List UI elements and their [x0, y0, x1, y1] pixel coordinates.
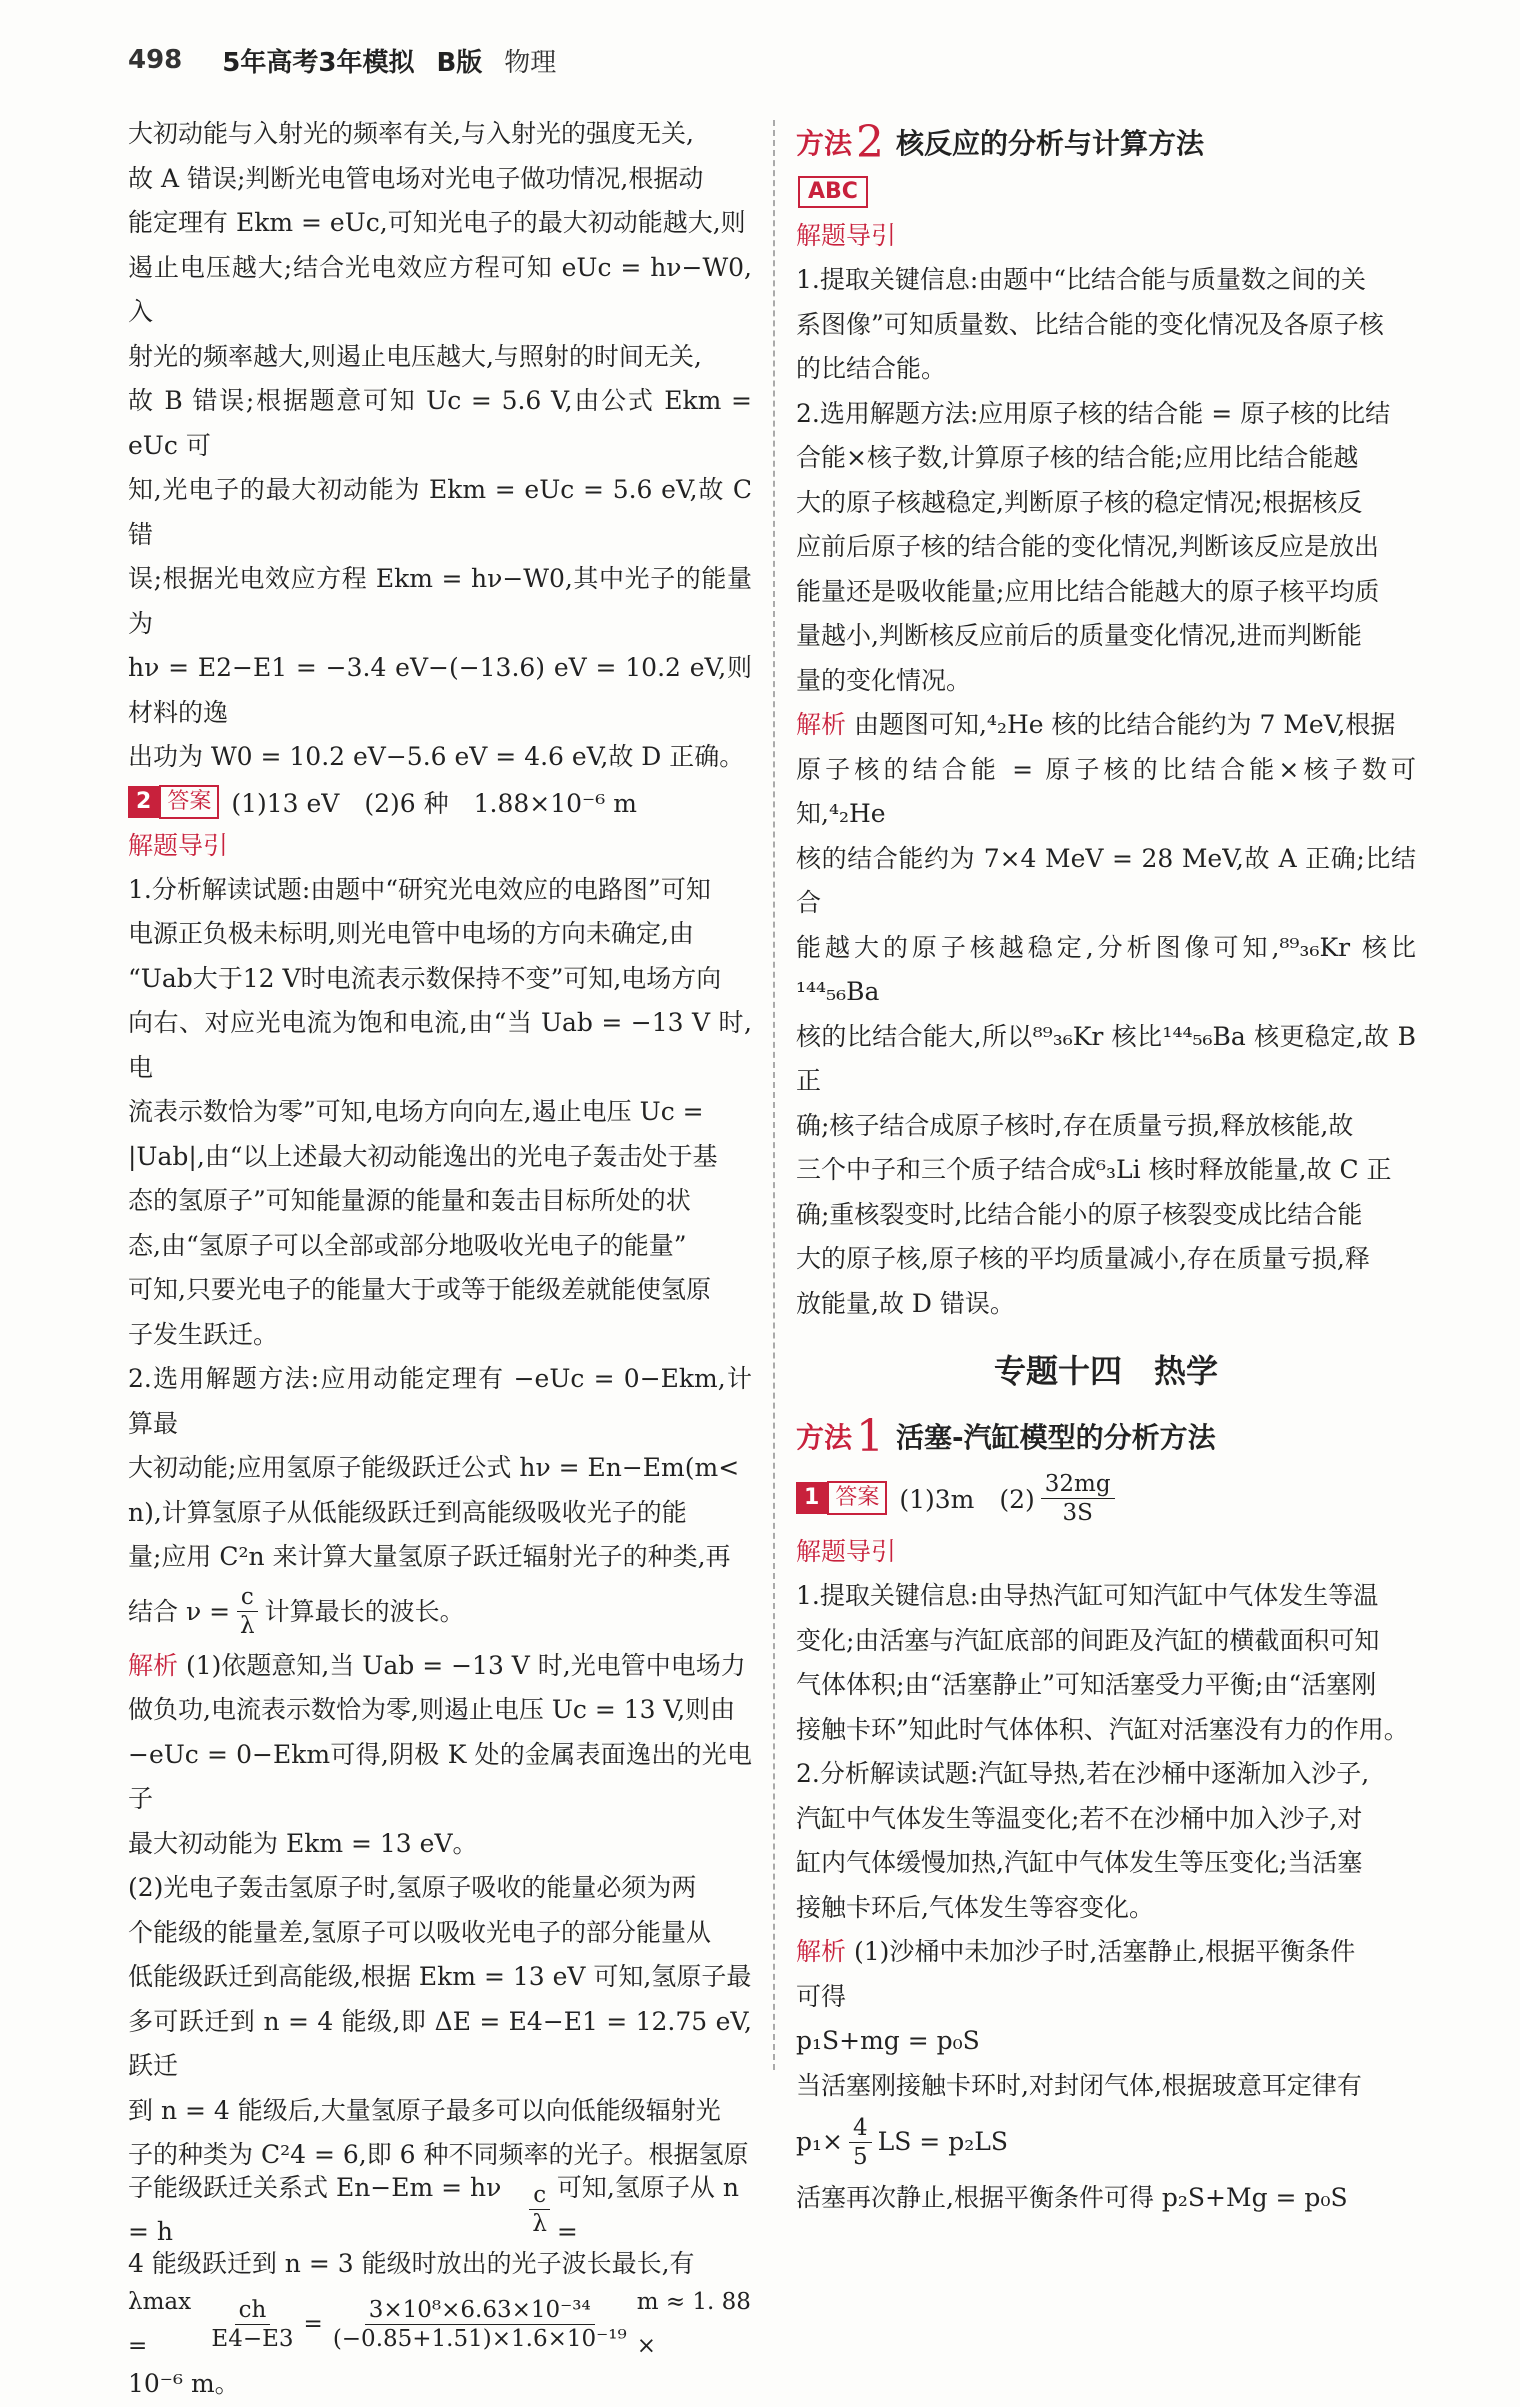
- text-line: 可得: [796, 1981, 847, 2011]
- left-guide1: [128, 868, 752, 1358]
- equation-line: p₁S+mg = p₀S: [796, 2026, 980, 2055]
- fraction-numerator: 32mg: [1041, 1470, 1115, 1499]
- text-line: 到 n = 4 能级后,大量氢原子最多可以向低能级辐射光: [128, 2095, 721, 2125]
- text-line: 能越大的原子核越稳定,分析图像可知,⁸⁹₃₆Kr 核比¹⁴⁴₅₆Ba: [796, 932, 1416, 1006]
- fraction-denominator: E4−E3: [211, 2325, 294, 2352]
- text-line: 多可跃迁到 n = 4 能级,即 ΔE = E4−E1 = 12.75 eV,跃迁: [128, 2006, 752, 2080]
- text-line: [796, 1930, 1416, 1975]
- formula-line: [796, 2108, 1416, 2176]
- text-line: 低能级跃迁到高能级,根据 Ekm = 13 eV 可知,氢原子最: [128, 1962, 752, 1991]
- answer-row-1: [796, 1466, 1416, 1530]
- method-number: 2: [856, 116, 885, 168]
- text-line: 变化;由活塞与汽缸底部的间距及汽缸的横截面积可知: [796, 1625, 1380, 1655]
- left-guide2: [128, 1357, 752, 1644]
- text-line: 合能×核子数,计算原子核的结合能;应用比结合能越: [796, 443, 1359, 472]
- text-line: 的比结合能。: [796, 354, 947, 383]
- fraction: [207, 2296, 297, 2353]
- text-line: 核的结合能约为 7×4 MeV = 28 MeV,故 A 正确;比结合: [796, 843, 1416, 917]
- guide-heading: 解题导引: [796, 221, 897, 250]
- text-span: (1)沙桶中未加沙子时,活塞静止,根据平衡条件: [853, 1937, 1356, 1966]
- text-line: 流表示数恰为零”可知,电场方向向左,遏止电压 Uc =: [128, 1097, 704, 1126]
- guide-heading: 解题导引: [796, 1537, 897, 1566]
- fraction-numerator: c: [237, 1583, 258, 1612]
- text-line: 能定理有 Ekm = eUc,可知光电子的最大初动能越大,则: [128, 208, 746, 237]
- method-number: 1: [856, 1410, 885, 1462]
- page-number: 498: [128, 45, 183, 75]
- text-line: n),计算氢原子从低能级跃迁到高能级吸收光子的能: [128, 1497, 687, 1527]
- text-line: (2)光电子轰击氢原子时,氢原子吸收的能量必须为两: [128, 1873, 697, 1902]
- text-line: |Uab|,由“以上述最大初动能逸出的光电子轰击处于基: [128, 1141, 718, 1171]
- text-line: 4 能级跃迁到 n = 3 能级时放出的光子波长最长,有: [128, 2248, 695, 2278]
- page-header: [128, 40, 556, 80]
- answer-number-badge: 1: [796, 1482, 827, 1514]
- text-line: “Uab大于12 V时电流表示数保持不变”可知,电场方向: [128, 963, 722, 993]
- text-line: 能量还是吸收能量;应用比结合能越大的原子核平均质: [796, 576, 1380, 606]
- text-line: 量的变化情况。: [796, 665, 972, 695]
- text-line: 量;应用 C²n 来计算大量氢原子跃迁辐射光子的种类,再: [128, 1542, 731, 1571]
- fraction: [236, 1583, 259, 1640]
- text-line: 可知,只要光电子的能量大于或等于能级差就能使氢原: [128, 1275, 711, 1304]
- fraction-denominator: λ: [240, 1613, 255, 1639]
- method-heading-2: [796, 112, 1416, 172]
- text-line: [796, 703, 1416, 748]
- text-line: 汽缸中气体发生等温变化;若不在沙桶中加入沙子,对: [796, 1803, 1363, 1833]
- fraction-numerator: c: [529, 2181, 550, 2210]
- text-line: 核的比结合能大,所以⁸⁹₃₆Kr 核比¹⁴⁴₅₆Ba 核更稳定,故 B 正: [796, 1021, 1416, 1095]
- text-line: 确;核子结合成原子核时,存在质量亏损,释放核能,故: [796, 1110, 1354, 1140]
- method-word: 方法: [796, 1421, 853, 1454]
- right-guide4: [796, 1752, 1416, 1930]
- fraction-numerator: 4: [849, 2114, 872, 2143]
- text-line: 大的原子核越稳定,判断原子核的稳定情况;根据核反: [796, 487, 1363, 517]
- text-line: 2.选用解题方法:应用动能定理有 −eUc = 0−Ekm,计算最: [128, 1364, 752, 1438]
- formula-pre: p₁×: [796, 2127, 843, 2156]
- text-line: 个能级的能量差,氢原子可以吸收光电子的部分能量从: [128, 1917, 711, 1947]
- text-line: 大初动能;应用氢原子能级跃迁公式 hν = En−Em(m<: [128, 1453, 740, 1482]
- fraction-denominator: 3S: [1062, 1499, 1093, 1526]
- text-line: hν = E2−E1 = −3.4 eV−(−13.6) eV = 10.2 eV,则材料的逸: [128, 653, 752, 727]
- text-line: 最大初动能为 Ekm = 13 eV。: [128, 1828, 478, 1858]
- text-line: 子的种类为 C²4 = 6,即 6 种不同频率的光子。根据氢原: [128, 2140, 749, 2169]
- text-line: [128, 1644, 752, 1689]
- fraction: [329, 2296, 631, 2353]
- guide-heading: 解题导引: [128, 830, 229, 860]
- left-analysis2: [128, 1866, 752, 2407]
- text-line: 做负功,电流表示数恰为零,则遏止电压 Uc = 13 V,则由: [128, 1695, 736, 1724]
- text-line: 电源正负极未标明,则光电管中电场的方向未确定,由: [128, 919, 694, 948]
- book-version: B版: [436, 47, 483, 78]
- formula-post: 计算最长的波长。: [264, 1596, 465, 1626]
- answer-choices-badge: ABC: [798, 176, 868, 208]
- method-title: 核反应的分析与计算方法: [896, 127, 1205, 160]
- formula-line: [128, 2172, 752, 2246]
- fraction: [849, 2114, 872, 2171]
- answer-text: (1)3m (2): [899, 1485, 1035, 1514]
- fraction-numerator: 3×10⁸×6.63×10⁻³⁴: [365, 2296, 595, 2325]
- text-line: 确;重核裂变时,比结合能小的原子核裂变成比结合能: [796, 1199, 1363, 1229]
- text-line: 2.分析解读试题:汽缸导热,若在沙桶中逐渐加入沙子,: [796, 1759, 1370, 1788]
- answer-row-2: [128, 780, 752, 824]
- formula-pre: λmax =: [128, 2289, 192, 2359]
- method-heading-1: [796, 1406, 1416, 1466]
- text-span: (1)依题意知,当 Uab = −13 V 时,光电管中电场力: [185, 1650, 746, 1680]
- right-analysis2: [796, 1930, 1416, 2221]
- formula-pre: 结合 ν =: [128, 1596, 231, 1626]
- text-line: 出功为 W0 = 10.2 eV−5.6 eV = 4.6 eV,故 D 正确。: [128, 742, 745, 771]
- formula-post: 可知,氢原子从 n =: [556, 2172, 739, 2246]
- text-line: 应前后原子核的结合能的变化情况,判断该反应是放出: [796, 532, 1379, 561]
- text-line: 故 B 错误;根据题意可知 Uc = 5.6 V,由公式 Ekm = eUc 可: [128, 386, 752, 460]
- text-line: 向右、对应光电流为饱和电流,由“当 Uab = −13 V 时,电: [128, 1008, 752, 1082]
- text-line: 活塞再次静止,根据平衡条件可得 p₂S+Mg = p₀S: [796, 2183, 1348, 2212]
- analysis-label: 解析: [796, 1937, 847, 1966]
- text-line: 10⁻⁶ m。: [128, 2369, 240, 2398]
- text-line: 子发生跃迁。: [128, 1319, 279, 1349]
- fraction-denominator: 5: [852, 2143, 868, 2170]
- answer-text: (1)13 eV (2)6 种 1.88×10⁻⁶ m: [231, 788, 637, 818]
- left-para1: [128, 112, 752, 780]
- right-guide3: [796, 1574, 1416, 1752]
- right-analysis: [796, 703, 1416, 1326]
- answer-label: 答案: [159, 785, 219, 819]
- left-analysis1: [128, 1644, 752, 1867]
- answer-number-badge: 2: [128, 786, 159, 818]
- formula-pre: 子能级跃迁关系式 En−Em = hν = h: [128, 2172, 502, 2246]
- fraction: [528, 2181, 551, 2238]
- lambda-formula: [128, 2286, 752, 2362]
- answer-label: 答案: [827, 1481, 887, 1515]
- fraction: [1041, 1470, 1115, 1527]
- analysis-label: 解析: [796, 710, 847, 739]
- column-divider: [773, 120, 775, 2070]
- text-line: 1.分析解读试题:由题中“研究光电效应的电路图”可知: [128, 874, 711, 904]
- text-line: 大的原子核,原子核的平均质量减小,存在质量亏损,释: [796, 1244, 1370, 1273]
- right-column: [796, 112, 1416, 2221]
- text-line: 大初动能与入射光的频率有关,与入射光的强度无关,: [128, 119, 694, 148]
- text-line: 气体体积;由“活塞静止”可知活塞受力平衡;由“活塞刚: [796, 1670, 1377, 1699]
- text-line: 1.提取关键信息:由题中“比结合能与质量数之间的关: [796, 265, 1367, 294]
- text-line: 故 A 错误;判断光电管电场对光电子做功情况,根据动: [128, 163, 704, 193]
- text-line: 原子核的结合能 = 原子核的比结合能×核子数可知,⁴₂He: [796, 754, 1416, 828]
- book-subject: 物理: [504, 47, 557, 78]
- text-line: 放能量,故 D 错误。: [796, 1288, 1015, 1318]
- method-word: 方法: [796, 127, 853, 160]
- text-line: 态的氢原子”可知能量源的能量和轰击目标所处的状: [128, 1186, 691, 1215]
- text-line: 知,光电子的最大初动能为 Ekm = eUc = 5.6 eV,故 C 错: [128, 475, 752, 549]
- text-line: 2.选用解题方法:应用原子核的结合能 = 原子核的比结: [796, 398, 1391, 428]
- formula-line: [128, 1580, 752, 1644]
- text-line: −eUc = 0−Ekm可得,阴极 K 处的金属表面逸出的光电子: [128, 1739, 752, 1813]
- text-line: 1.提取关键信息:由导热汽缸可知汽缸中气体发生等温: [796, 1581, 1379, 1610]
- formula-post: m ≈ 1. 88 ×: [636, 2289, 751, 2359]
- topic-title: 专题十四 热学: [993, 1352, 1218, 1390]
- text-line: 误;根据光电效应方程 Ekm = hν−W0,其中光子的能量为: [128, 564, 752, 638]
- text-line: 三个中子和三个质子结合成⁶₃Li 核时释放能量,故 C 正: [796, 1155, 1392, 1184]
- text-line: 系图像”可知质量数、比结合能的变化情况及各原子核: [796, 309, 1384, 339]
- analysis-label: 解析: [128, 1650, 179, 1680]
- text-line: 射光的频率越大,则遏止电压越大,与照射的时间无关,: [128, 341, 702, 371]
- right-guide1: [796, 258, 1416, 392]
- book-title: 5年高考3年模拟: [222, 47, 415, 78]
- text-line: 量越小,判断核反应前后的质量变化情况,进而判断能: [796, 621, 1362, 650]
- equals-sign: =: [303, 2311, 323, 2337]
- right-guide2: [796, 392, 1416, 704]
- fraction-denominator: λ: [532, 2211, 547, 2237]
- text-line: 遏止电压越大;结合光电效应方程可知 eUc = hν−W0,入: [128, 252, 752, 326]
- text-span: 由题图可知,⁴₂He 核的比结合能约为 7 MeV,根据: [853, 710, 1396, 739]
- text-line: 接触卡环后,气体发生等容变化。: [796, 1892, 1154, 1922]
- formula-post: LS = p₂LS: [877, 2127, 1008, 2156]
- left-column: [128, 112, 752, 2407]
- text-line: 接触卡环”知此时气体体积、汽缸对活塞没有力的作用。: [796, 1714, 1409, 1744]
- text-line: 缸内气体缓慢加热,汽缸中气体发生等压变化;当活塞: [796, 1848, 1363, 1877]
- text-line: 当活塞刚接触卡环时,对封闭气体,根据玻意耳定律有: [796, 2070, 1362, 2100]
- method-title: 活塞-汽缸模型的分析方法: [896, 1421, 1216, 1454]
- fraction-numerator: ch: [235, 2296, 271, 2325]
- text-line: 态,由“氢原子可以全部或部分地吸收光电子的能量”: [128, 1230, 687, 1260]
- fraction-denominator: (−0.85+1.51)×1.6×10⁻¹⁹: [332, 2325, 627, 2352]
